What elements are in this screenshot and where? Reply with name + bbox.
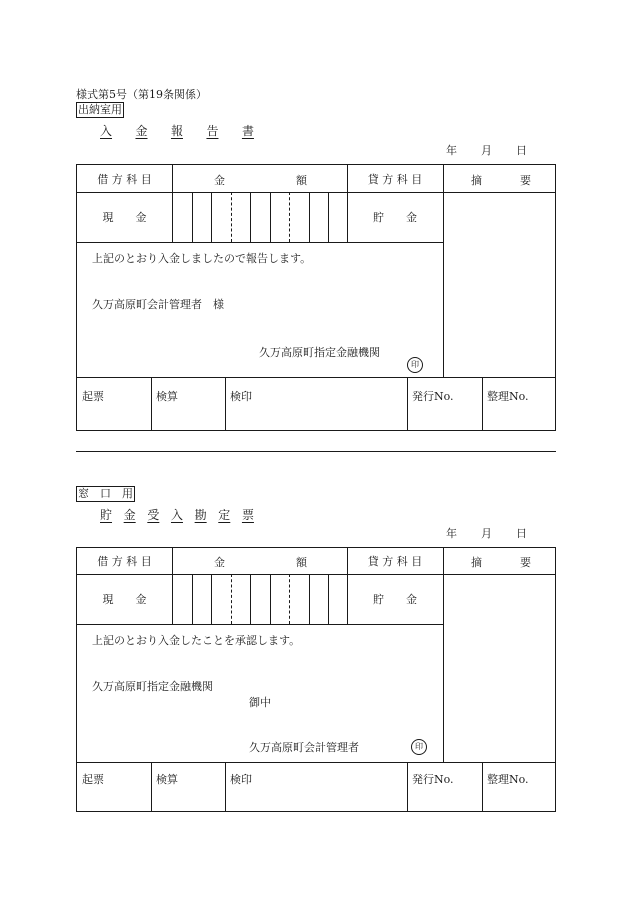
footer-check: 検算 — [156, 773, 178, 786]
footer-inspect-seal: 検印 — [230, 390, 252, 403]
footer-ref-no: 整理No. — [487, 773, 529, 786]
header-credit: 貸 方 科 目 — [367, 555, 423, 568]
title-char: 票 — [241, 508, 254, 522]
addressee: 久万高原町指定金融機関 — [92, 680, 213, 693]
digit-divider — [270, 574, 271, 624]
form-title — [100, 122, 254, 139]
title-char: 入 — [100, 124, 113, 138]
footer-ref-no: 整理No. — [487, 390, 529, 403]
col-divider — [225, 762, 226, 811]
digit-divider — [211, 574, 212, 624]
title-char: 報 — [170, 124, 183, 138]
header-summary-1: 摘 — [471, 556, 482, 569]
header-amount-2: 額 — [296, 556, 307, 569]
header-debit: 借 方 科 目 — [97, 555, 152, 568]
footer-issue-no: 発行No. — [412, 773, 454, 786]
header-summary-1: 摘 — [471, 174, 482, 187]
section-separator — [76, 451, 556, 452]
footer-issue-no: 発行No. — [412, 390, 454, 403]
col-divider — [482, 762, 483, 811]
digit-divider — [270, 192, 271, 242]
credit-value: 貯 金 — [373, 211, 417, 224]
row-divider — [77, 624, 443, 625]
col-divider — [172, 548, 173, 624]
row-divider — [77, 242, 443, 243]
message-text: 上記のとおり入金したことを承認します。 — [92, 634, 301, 647]
digit-divider-dashed — [231, 192, 232, 242]
row-divider — [77, 762, 555, 763]
digit-divider — [211, 192, 212, 242]
col-divider — [407, 762, 408, 811]
header-summary-2: 要 — [520, 174, 531, 187]
title-char: 金 — [123, 508, 136, 522]
title-char: 金 — [135, 124, 148, 138]
sender: 久万高原町指定金融機関 — [259, 346, 380, 359]
date-month: 月 — [481, 527, 492, 540]
digit-divider — [309, 192, 310, 242]
digit-divider-dashed — [289, 574, 290, 624]
title-char: 貯 — [100, 508, 113, 522]
date-day: 日 — [516, 527, 527, 540]
title-char: 書 — [241, 124, 254, 138]
digit-divider — [309, 574, 310, 624]
section-tag: 窓 口 用 — [78, 487, 133, 500]
col-divider — [443, 165, 444, 377]
footer-issuer: 起票 — [82, 773, 104, 786]
digit-divider-dashed — [289, 192, 290, 242]
col-divider — [443, 548, 444, 762]
receipt-form — [76, 547, 556, 812]
seal-mark: 印 — [407, 357, 423, 373]
header-credit: 貸 方 科 目 — [367, 172, 423, 186]
row-divider — [77, 377, 555, 378]
col-divider — [225, 377, 226, 430]
footer-inspect-seal: 検印 — [230, 773, 252, 786]
header-amount-1: 金 — [214, 174, 225, 187]
header-amount-2: 額 — [296, 174, 307, 187]
addressee-suffix: 御中 — [249, 696, 271, 709]
digit-divider — [250, 192, 251, 242]
title-char: 告 — [206, 124, 219, 138]
date-month: 月 — [481, 144, 492, 157]
title-char: 受 — [147, 508, 160, 522]
digit-divider — [328, 574, 329, 624]
form-title — [100, 506, 254, 523]
sender: 久万高原町会計管理者 — [249, 741, 359, 754]
debit-value: 現 金 — [102, 593, 147, 606]
digit-divider — [192, 192, 193, 242]
header-amount-1: 金 — [214, 556, 225, 569]
footer-issuer: 起票 — [82, 390, 104, 403]
credit-value: 貯 金 — [373, 593, 417, 606]
footer-check: 検算 — [156, 390, 178, 403]
seal-mark: 印 — [411, 739, 427, 755]
header-debit: 借 方 科 目 — [97, 172, 152, 186]
date-year: 年 — [446, 144, 457, 157]
digit-divider — [192, 574, 193, 624]
date-year: 年 — [446, 527, 457, 540]
header-summary-2: 要 — [520, 556, 531, 569]
date-day: 日 — [516, 144, 527, 157]
col-divider — [151, 762, 152, 811]
title-char: 勘 — [194, 508, 207, 522]
title-char: 入 — [170, 508, 183, 522]
digit-divider — [328, 192, 329, 242]
report-form — [76, 164, 556, 431]
col-divider — [151, 377, 152, 430]
section-tag: 出納室用 — [78, 103, 122, 116]
addressee: 久万高原町会計管理者 様 — [92, 298, 224, 311]
col-divider — [482, 377, 483, 430]
digit-divider — [250, 574, 251, 624]
debit-value: 現 金 — [102, 211, 147, 224]
title-char: 定 — [218, 508, 231, 522]
message-text: 上記のとおり入金しましたので報告します。 — [92, 252, 312, 265]
col-divider — [172, 165, 173, 242]
col-divider — [407, 377, 408, 430]
form-number: 様式第5号（第19条関係） — [76, 88, 207, 101]
digit-divider-dashed — [231, 574, 232, 624]
